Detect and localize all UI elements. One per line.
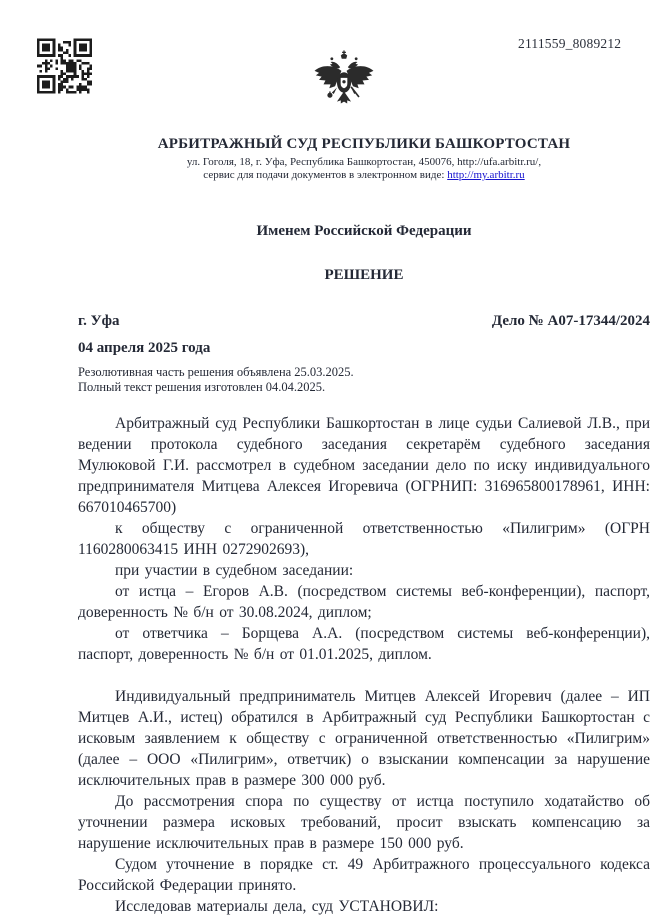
resolution-block (78, 365, 650, 394)
eservice-link[interactable]: http://my.arbitr.ru (447, 169, 525, 181)
court-address: ул. Гоголя, 18, г. Уфа, Республика Башкортостан, 450076, http://ufa.arbitr.ru/, (186, 156, 542, 168)
body-paragraph: от истца – Егоров А.В. (посредством системы веб-конференции), паспорт, доверенность № б/н от 30.08.2024, диплом; (78, 583, 650, 621)
court-name: АРБИТРАЖНЫЙ СУД РЕСПУБЛИКИ БАШКОРТОСТАН (157, 136, 571, 152)
body-paragraph: Арбитражный суд Республики Башкортостан в лице судьи Салиевой Л.В., при ведении протокола судебного заседания секретарём судебного заседания Мулюковой Г.И. рассмотрел в судебном заседании дело по иску индивидуального предпринимателя Митцева Алексея Игоревича (ОГРНИП: 316965800178961, ИНН: 667010465700) (78, 415, 650, 516)
decision-body (78, 413, 650, 917)
body-paragraph: при участии в судебном заседании: (115, 562, 354, 579)
coat-of-arms-icon (312, 43, 376, 127)
body-paragraph: к обществу с ограниченной ответственностью «Пилигрим» (ОГРН 1160280063415 ИНН 0272902693), (78, 520, 650, 558)
body-paragraph: от ответчика – Борщева А.А. (посредством системы веб-конференции), паспорт, доверенность № б/н от 01.01.2025, диплом. (78, 625, 650, 663)
full-text-made-line: Полный текст решения изготовлен 04.04.2025. (78, 379, 326, 394)
qr-code-icon (37, 37, 92, 95)
body-paragraph: Судом уточнение в порядке ст. 49 Арбитражного процессуального кодекса Российской Федерации принято. (78, 856, 650, 894)
city-label: г. Уфа (78, 313, 120, 329)
service-line-text: сервис для подачи документов в электронном виде: (203, 169, 448, 181)
operative-announced-line: Резолютивная часть решения объявлена 25.03.2025. (78, 365, 354, 379)
decision-date: 04 апреля 2025 года (78, 340, 211, 356)
document-id: 2111559_8089212 (518, 36, 622, 51)
body-paragraph: До рассмотрения спора по существу от истца поступило ходатайство об уточнении размера исковых требований, просит взыскать компенсацию за нарушение исключительных прав в размере 150 000 руб. (78, 793, 650, 852)
body-paragraph: Индивидуальный предприниматель Митцев Алексей Игоревич (далее – ИП Митцев А.И., истец) обратился в Арбитражный суд Республики Башкортостан с исковым заявлением к обществу с ограниченной ответственностью «Пилигрим» (далее – ООО «Пилигрим», ответчик) о взыскании компенсации за нарушение исключительных прав в размере 300 000 руб. (78, 688, 650, 789)
case-number: Дело № А07-17344/2024 (491, 313, 650, 329)
court-service-line (78, 169, 650, 182)
body-paragraph: Исследовав материалы дела, суд УСТАНОВИЛ: (115, 898, 439, 915)
case-row (78, 312, 650, 330)
heading-decision: РЕШЕНИЕ (324, 267, 404, 283)
qr-code-modules (37, 37, 92, 95)
heading-in-the-name: Именем Российской Федерации (256, 223, 472, 239)
